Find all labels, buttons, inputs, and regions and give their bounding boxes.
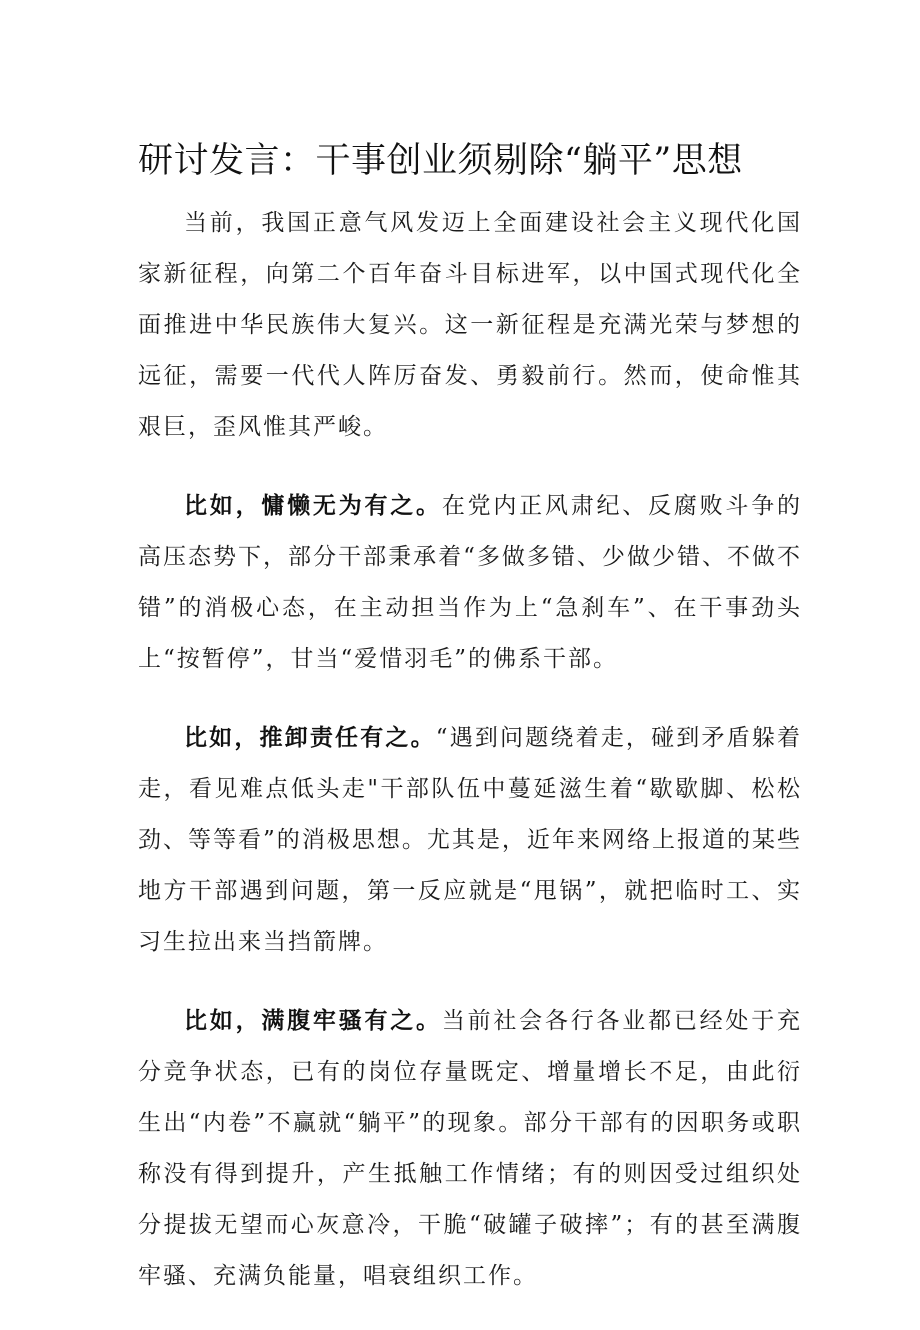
document-body: [138, 198, 802, 1330]
document-title: 研讨发言：干事创业须剔除“躺平”思想: [138, 141, 743, 181]
paragraph-example-2: [138, 713, 802, 968]
paragraph-text: 当前，我国正意气风发迈上全面建设社会主义现代化国家新征程，向第二个百年奋斗目标进军，以中国式现代化全面推进中华民族伟大复兴。这一新征程是充满光荣与梦想的远征，需要一代代人阵厉奋发、勇毅前行。然而，使命惟其艰巨，歪风惟其严峻。: [138, 210, 802, 440]
paragraph-lead: 比如，满腹牢骚有之。: [184, 1008, 442, 1034]
paragraph-text: “遇到问题绕着走，碰到矛盾躲着走，看见难点低头走"干部队伍中蔓延滋生着“歇歇脚、松松劲、等等看”的消极思想。尤其是，近年来网络上报道的某些地方干部遇到问题，第一反应就是“甩锅”，就把临时工、实习生拉出来当挡箭牌。: [138, 725, 802, 955]
paragraph-intro: [138, 198, 802, 453]
paragraph-lead: 比如，慵懒无为有之。: [184, 493, 442, 519]
paragraph-text: 在党内正风肃纪、反腐败斗争的高压态势下，部分干部秉承着“多做多错、少做少错、不做不错”的消极心态，在主动担当作为上“急刹车”、在干事劲头上“按暂停”，甘当“爱惜羽毛”的佛系干部。: [138, 493, 803, 672]
paragraph-text: 当前社会各行各业都已经处于充分竞争状态，已有的岗位存量既定、增量增长不足，由此衍生出“内卷”不赢就“躺平”的现象。部分干部有的因职务或职称没有得到提升，产生抵触工作情绪；有的则因受过组织处分提拔无望而心灰意冷，干脆“破罐子破摔”；有的甚至满腹牢骚、充满负能量，唱衰组织工作。: [138, 1008, 803, 1289]
paragraph-lead: 比如，推卸责任有之。: [184, 725, 436, 751]
paragraph-example-1: [138, 481, 802, 685]
paragraph-example-3: [138, 996, 802, 1302]
